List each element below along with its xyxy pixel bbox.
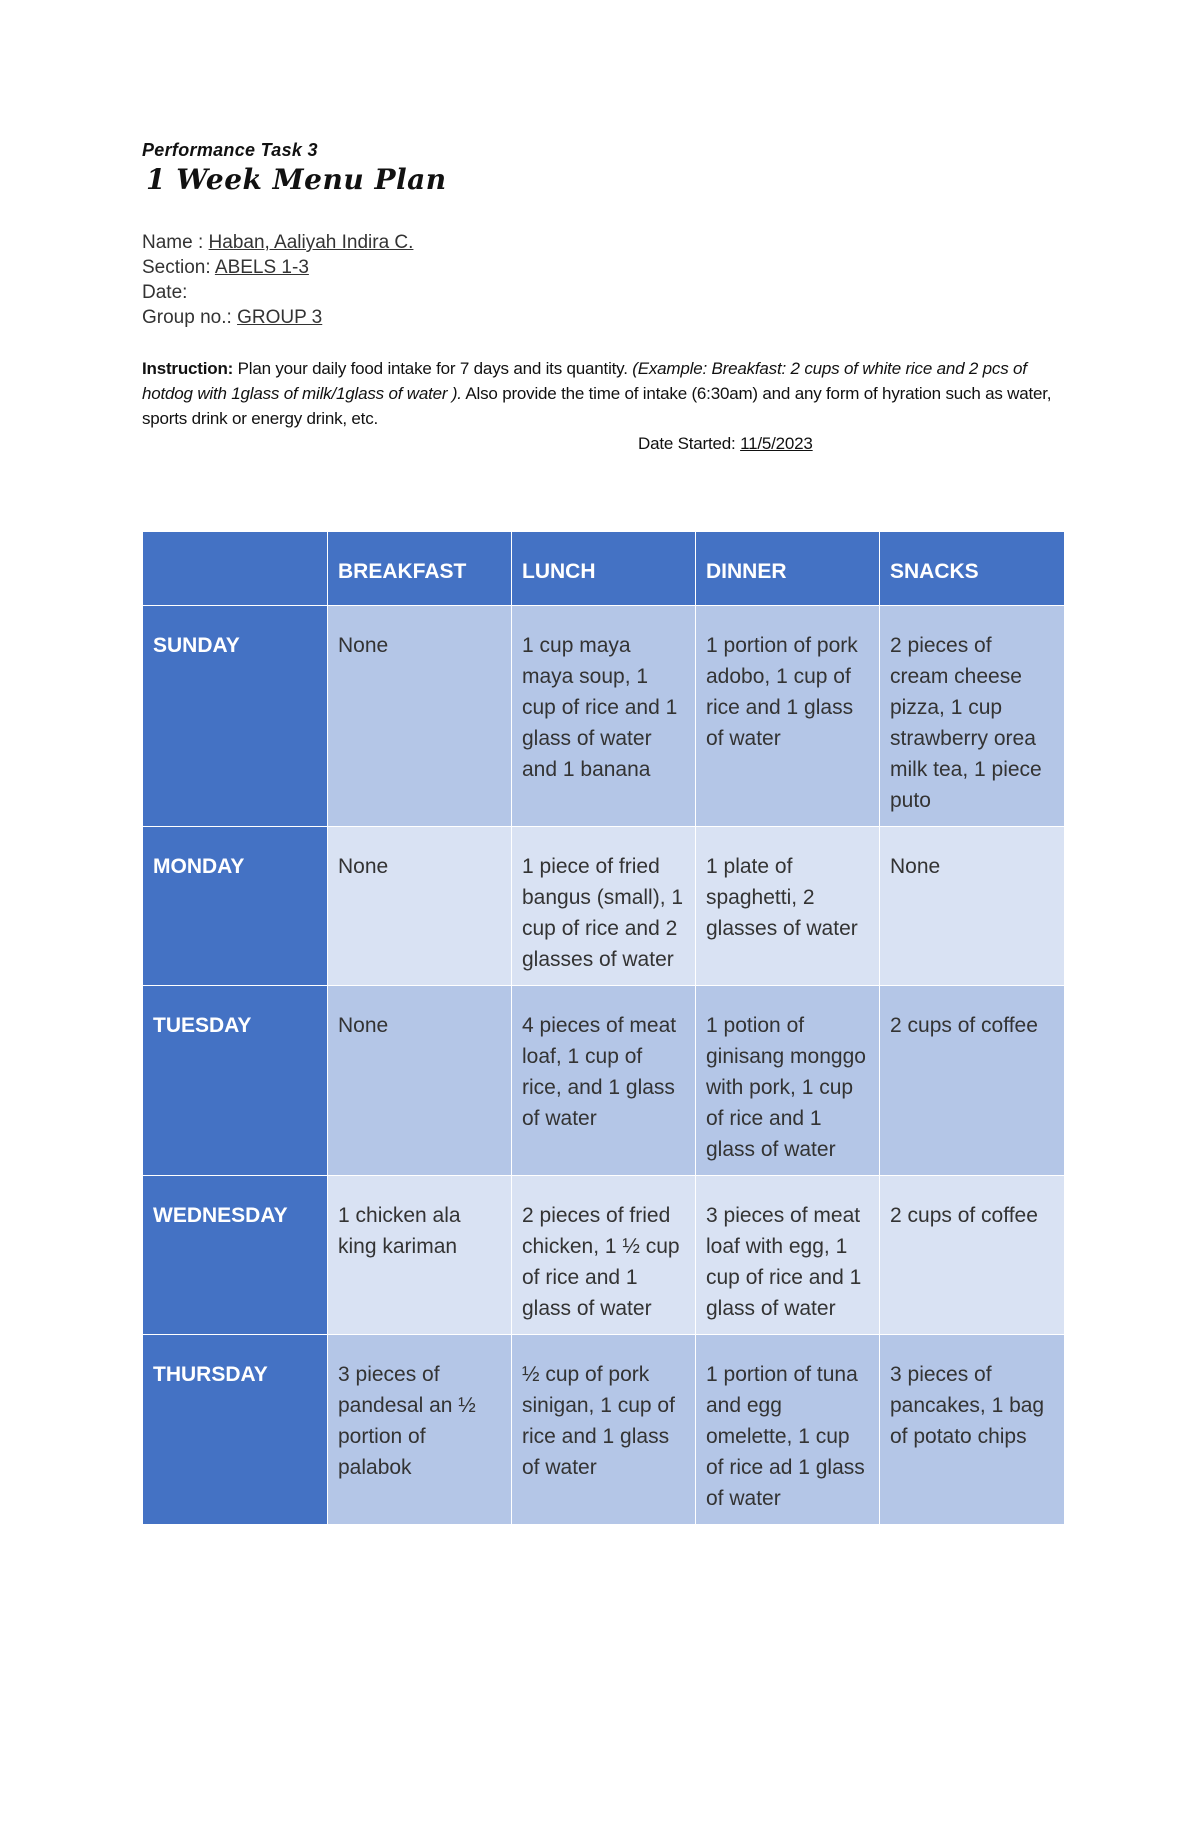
header-cell-dinner: DINNER xyxy=(696,532,880,606)
table-row xyxy=(143,1176,1065,1335)
header-cell-breakfast: BREAKFAST xyxy=(328,532,512,606)
group-row xyxy=(142,305,1062,330)
day-cell: THURSDAY xyxy=(143,1335,328,1525)
instruction-example: (Example: Breakfast: 2 cups of white rice and 2 pcs of hotdog with 1glass of milk/1glass of water ). xyxy=(142,359,1027,403)
day-cell: SUNDAY xyxy=(143,606,328,827)
dinner-cell: 1 portion of pork adobo, 1 cup of rice and 1 glass of water xyxy=(696,606,880,827)
breakfast-cell: 1 chicken ala king kariman xyxy=(328,1176,512,1335)
table-row xyxy=(143,827,1065,986)
name-label: Name : xyxy=(142,232,209,253)
day-cell: MONDAY xyxy=(143,827,328,986)
snacks-cell: 3 pieces of pancakes, 1 bag of potato chips xyxy=(880,1335,1065,1525)
dinner-cell: 1 plate of spaghetti, 2 glasses of water xyxy=(696,827,880,986)
breakfast-cell: None xyxy=(328,827,512,986)
breakfast-cell: None xyxy=(328,986,512,1176)
instruction-text-1: Plan your daily food intake for 7 days and its quantity. xyxy=(233,359,633,378)
name-value: Haban, Aaliyah Indira C. xyxy=(208,232,414,253)
date-started-label: Date Started: xyxy=(638,434,741,453)
lunch-cell: ½ cup of pork sinigan, 1 cup of rice and 1 glass of water xyxy=(512,1335,696,1525)
header-cell-snacks: SNACKS xyxy=(880,532,1065,606)
date-started-value: 11/5/2023 xyxy=(740,434,813,453)
name-row xyxy=(142,230,1062,255)
instruction-label: Instruction: xyxy=(142,359,234,378)
section-label: Section: xyxy=(142,257,215,278)
breakfast-cell: None xyxy=(328,606,512,827)
lunch-cell: 4 pieces of meat loaf, 1 cup of rice, and 1 glass of water xyxy=(512,986,696,1176)
table-row xyxy=(143,1335,1065,1525)
snacks-cell: 2 cups of coffee xyxy=(880,1176,1065,1335)
document-page xyxy=(142,140,1062,456)
snacks-cell: None xyxy=(880,827,1065,986)
day-cell: WEDNESDAY xyxy=(143,1176,328,1335)
lunch-cell: 1 cup maya maya soup, 1 cup of rice and 1 glass of water and 1 banana xyxy=(512,606,696,827)
date-label: Date: xyxy=(142,282,188,303)
task-label: Performance Task 3 xyxy=(142,140,318,160)
instruction-paragraph xyxy=(142,356,1062,431)
group-label: Group no.: xyxy=(142,307,238,328)
dinner-cell: 3 pieces of meat loaf with egg, 1 cup of rice and 1 glass of water xyxy=(696,1176,880,1335)
lunch-cell: 1 piece of fried bangus (small), 1 cup of rice and 2 glasses of water xyxy=(512,827,696,986)
table-header-row xyxy=(143,532,1065,606)
header-cell-lunch: LUNCH xyxy=(512,532,696,606)
table-row xyxy=(143,986,1065,1176)
lunch-cell: 2 pieces of fried chicken, 1 ½ cup of rice and 1 glass of water xyxy=(512,1176,696,1335)
dinner-cell: 1 potion of ginisang monggo with pork, 1 cup of rice and 1 glass of water xyxy=(696,986,880,1176)
table-row xyxy=(143,606,1065,827)
student-info xyxy=(142,230,1062,330)
breakfast-cell: 3 pieces of pandesal an ½ portion of palabok xyxy=(328,1335,512,1525)
section-value: ABELS 1-3 xyxy=(214,257,309,278)
header-cell-blank xyxy=(143,532,328,606)
document-title: 1 Week Menu Plan xyxy=(146,163,447,196)
dinner-cell: 1 portion of tuna and egg omelette, 1 cup of rice ad 1 glass of water xyxy=(696,1335,880,1525)
group-value: GROUP 3 xyxy=(237,307,323,328)
snacks-cell: 2 cups of coffee xyxy=(880,986,1065,1176)
date-started xyxy=(142,431,1062,456)
day-cell: TUESDAY xyxy=(143,986,328,1176)
date-row xyxy=(142,280,1062,305)
section-row xyxy=(142,255,1062,280)
instruction-text-2: Also provide the time of intake (6:30am) and any form of hyration such as water, sports drink or energy drink, etc. xyxy=(142,384,1052,428)
menu-plan-table xyxy=(142,531,1065,1525)
snacks-cell: 2 pieces of cream cheese pizza, 1 cup strawberry orea milk tea, 1 piece puto xyxy=(880,606,1065,827)
